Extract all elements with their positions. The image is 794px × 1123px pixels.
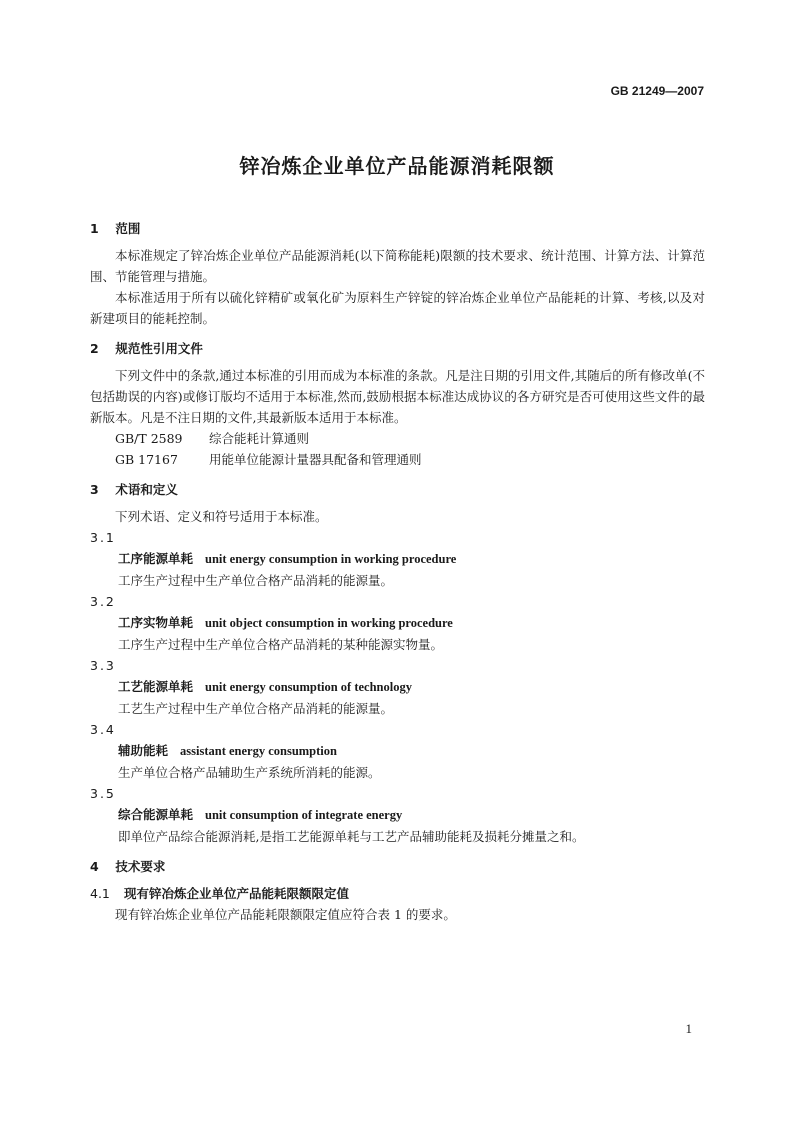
subsection-number: 4.1	[90, 886, 110, 901]
term-number: 3.1	[90, 530, 116, 545]
section-number: 3	[90, 482, 99, 497]
section-3-heading	[90, 479, 705, 500]
section-title: 范围	[115, 221, 141, 236]
term-definition: 工序生产过程中生产单位合格产品消耗的能源量。	[118, 573, 394, 588]
reference-name: 综合能耗计算通则	[208, 431, 309, 446]
reference-code: GB/T 2589	[115, 431, 183, 446]
term-chinese: 工序能源单耗	[118, 551, 194, 566]
term-definition: 工艺生产过程中生产单位合格产品消耗的能源量。	[118, 701, 394, 716]
normative-reference	[90, 449, 705, 470]
term-entry	[90, 612, 705, 634]
term-number: 3.5	[90, 786, 116, 801]
paragraph: 本标准适用于所有以硫化锌精矿或氧化矿为原料生产锌锭的锌冶炼企业单位产品能耗的计算、考核,以及对新建项目的能耗控制。	[90, 290, 705, 326]
normative-reference	[90, 428, 705, 449]
term-number: 3.2	[90, 594, 116, 609]
term-english: assistant energy consumption	[180, 744, 337, 758]
paragraph: 下列术语、定义和符号适用于本标准。	[115, 509, 328, 524]
term-entry	[90, 804, 705, 826]
term-entry	[90, 676, 705, 698]
term-english: unit consumption of integrate energy	[205, 808, 403, 822]
reference-name: 用能单位能源计量器具配备和管理通则	[208, 452, 422, 467]
term-entry	[90, 740, 705, 762]
paragraph: 本标准规定了锌冶炼企业单位产品能源消耗(以下简称能耗)限额的技术要求、统计范围、计算方法、计算范围、节能管理与措施。	[90, 248, 705, 284]
document-title: 锌冶炼企业单位产品能源消耗限额	[239, 154, 555, 178]
section-title: 技术要求	[115, 859, 166, 874]
section-2-heading	[90, 338, 705, 359]
term-definition: 工序生产过程中生产单位合格产品消耗的某种能源实物量。	[118, 637, 444, 652]
term-number: 3.4	[90, 722, 116, 737]
term-entry	[90, 548, 705, 570]
term-english: unit energy consumption of technology	[205, 680, 412, 694]
term-definition: 生产单位合格产品辅助生产系统所消耗的能源。	[118, 765, 381, 780]
section-title: 规范性引用文件	[115, 341, 203, 356]
term-english: unit object consumption in working procedure	[205, 616, 453, 630]
reference-code: GB 17167	[115, 452, 178, 467]
term-number: 3.3	[90, 658, 116, 673]
term-chinese: 工艺能源单耗	[118, 679, 194, 694]
term-chinese: 辅助能耗	[118, 743, 169, 758]
section-number: 4	[90, 859, 99, 874]
section-title: 术语和定义	[115, 482, 178, 497]
paragraph: 下列文件中的条款,通过本标准的引用而成为本标准的条款。凡是注日期的引用文件,其随后的所有修改单(不包括勘误的内容)或修订版均不适用于本标准,然而,鼓励根据本标准达成协议的各方研究是否可使用这些文件的最新版本。凡是不注日期的文件,其最新版本适用于本标准。	[90, 368, 705, 425]
standard-number: GB 21249—2007	[610, 84, 704, 98]
term-english: unit energy consumption in working procedure	[205, 552, 457, 566]
document-body	[90, 218, 705, 925]
subsection-4-1-heading	[90, 883, 705, 904]
section-1-heading	[90, 218, 705, 239]
section-number: 1	[90, 221, 99, 236]
paragraph: 现有锌冶炼企业单位产品能耗限额限定值应符合表 1 的要求。	[115, 907, 456, 922]
section-4-heading	[90, 856, 705, 877]
page-number: 1	[685, 1021, 692, 1036]
term-chinese: 综合能源单耗	[118, 807, 194, 822]
term-definition: 即单位产品综合能源消耗,是指工艺能源单耗与工艺产品辅助能耗及损耗分摊量之和。	[118, 829, 585, 844]
term-chinese: 工序实物单耗	[118, 615, 194, 630]
section-number: 2	[90, 341, 99, 356]
subsection-title: 现有锌冶炼企业单位产品能耗限额限定值	[124, 886, 350, 901]
